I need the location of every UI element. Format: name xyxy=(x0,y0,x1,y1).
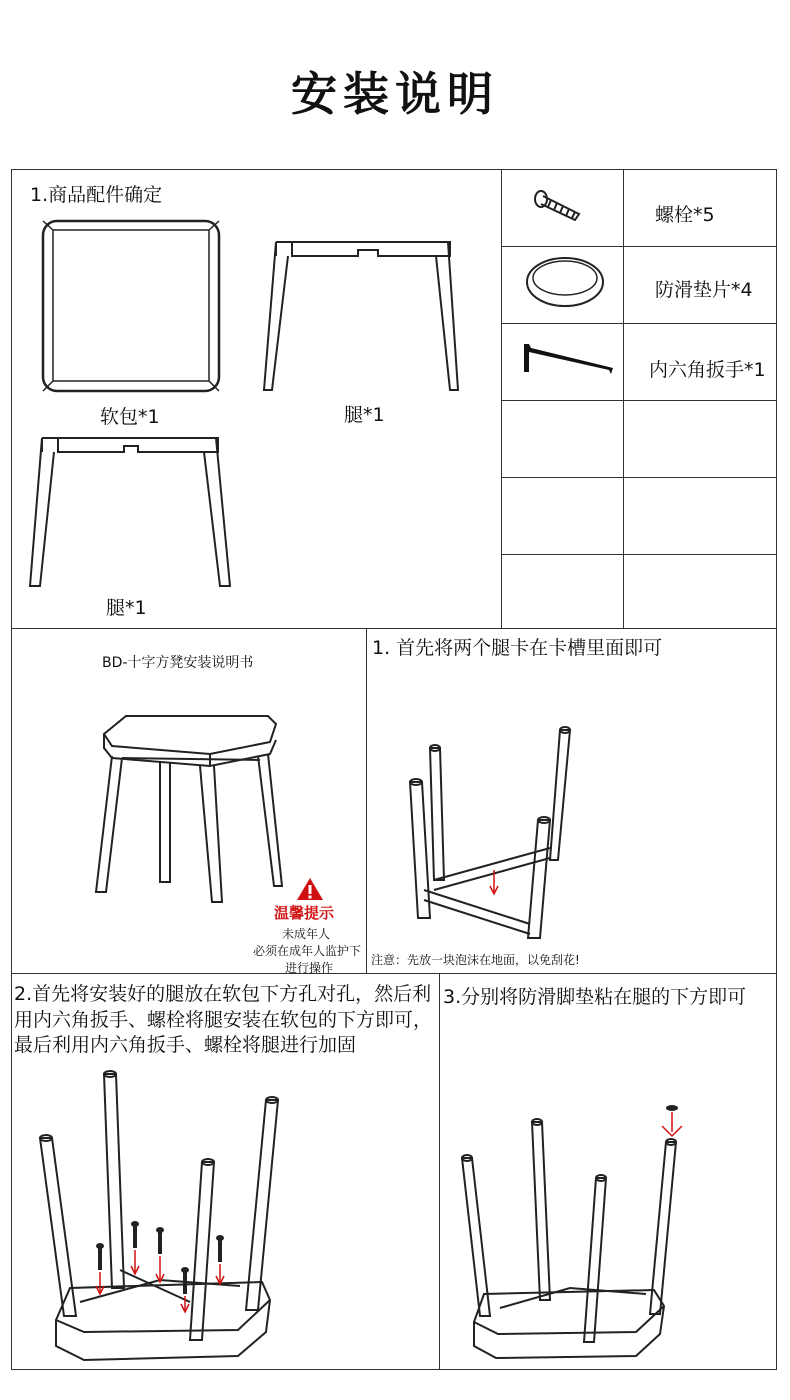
screw-icon xyxy=(533,190,583,224)
warning-icon xyxy=(296,877,324,901)
stool-drawing xyxy=(90,706,290,906)
divider xyxy=(501,246,777,247)
manual-model-title: BD-十字方凳安装说明书 xyxy=(102,655,254,671)
divider xyxy=(11,973,777,974)
part-name-hex-key: 内六角扳手*1 xyxy=(649,359,766,381)
step1-note: 注意：先放一块泡沫在地面，以免刮花! xyxy=(371,953,580,967)
divider xyxy=(501,169,502,628)
leg-frame-drawing xyxy=(28,436,234,588)
warning-line: 未成年人 xyxy=(282,927,331,941)
cushion-drawing xyxy=(40,218,222,393)
warning-line: 进行操作 xyxy=(285,961,334,975)
step2-text: 2.首先将安装好的腿放在软包下方孔对孔，然后利用内六角扳手、螺栓将腿安装在软包的下方即可，最后利用内六角扳手、螺栓将腿进行加固 xyxy=(14,983,433,1057)
divider xyxy=(439,973,440,1370)
cushion-label: 软包*1 xyxy=(100,406,160,428)
divider xyxy=(366,628,367,973)
divider xyxy=(501,323,777,324)
leg2-label: 腿*1 xyxy=(106,597,147,619)
part-name-pad: 防滑垫片*4 xyxy=(655,279,753,301)
divider xyxy=(501,477,777,478)
step3-drawing xyxy=(460,1104,680,1366)
page-title: 安装说明 xyxy=(291,67,499,121)
warning-line: 必须在成年人监护下 xyxy=(253,944,362,958)
hex-key-icon xyxy=(521,342,615,378)
step1-drawing xyxy=(404,720,584,950)
pad-icon xyxy=(525,256,605,308)
step2-drawing xyxy=(40,1070,276,1366)
section1-heading: 1.商品配件确定 xyxy=(30,184,163,206)
divider xyxy=(501,400,777,401)
leg-frame-drawing xyxy=(262,240,462,392)
step3-text: 3.分别将防滑脚垫粘在腿的下方即可 xyxy=(443,986,747,1008)
step1-text: 1. 首先将两个腿卡在卡槽里面即可 xyxy=(372,637,663,659)
divider xyxy=(11,628,777,629)
warning-title: 温馨提示 xyxy=(274,904,335,922)
divider xyxy=(623,169,624,628)
leg1-label: 腿*1 xyxy=(344,404,385,426)
divider xyxy=(501,554,777,555)
part-name-screw: 螺栓*5 xyxy=(655,204,715,226)
